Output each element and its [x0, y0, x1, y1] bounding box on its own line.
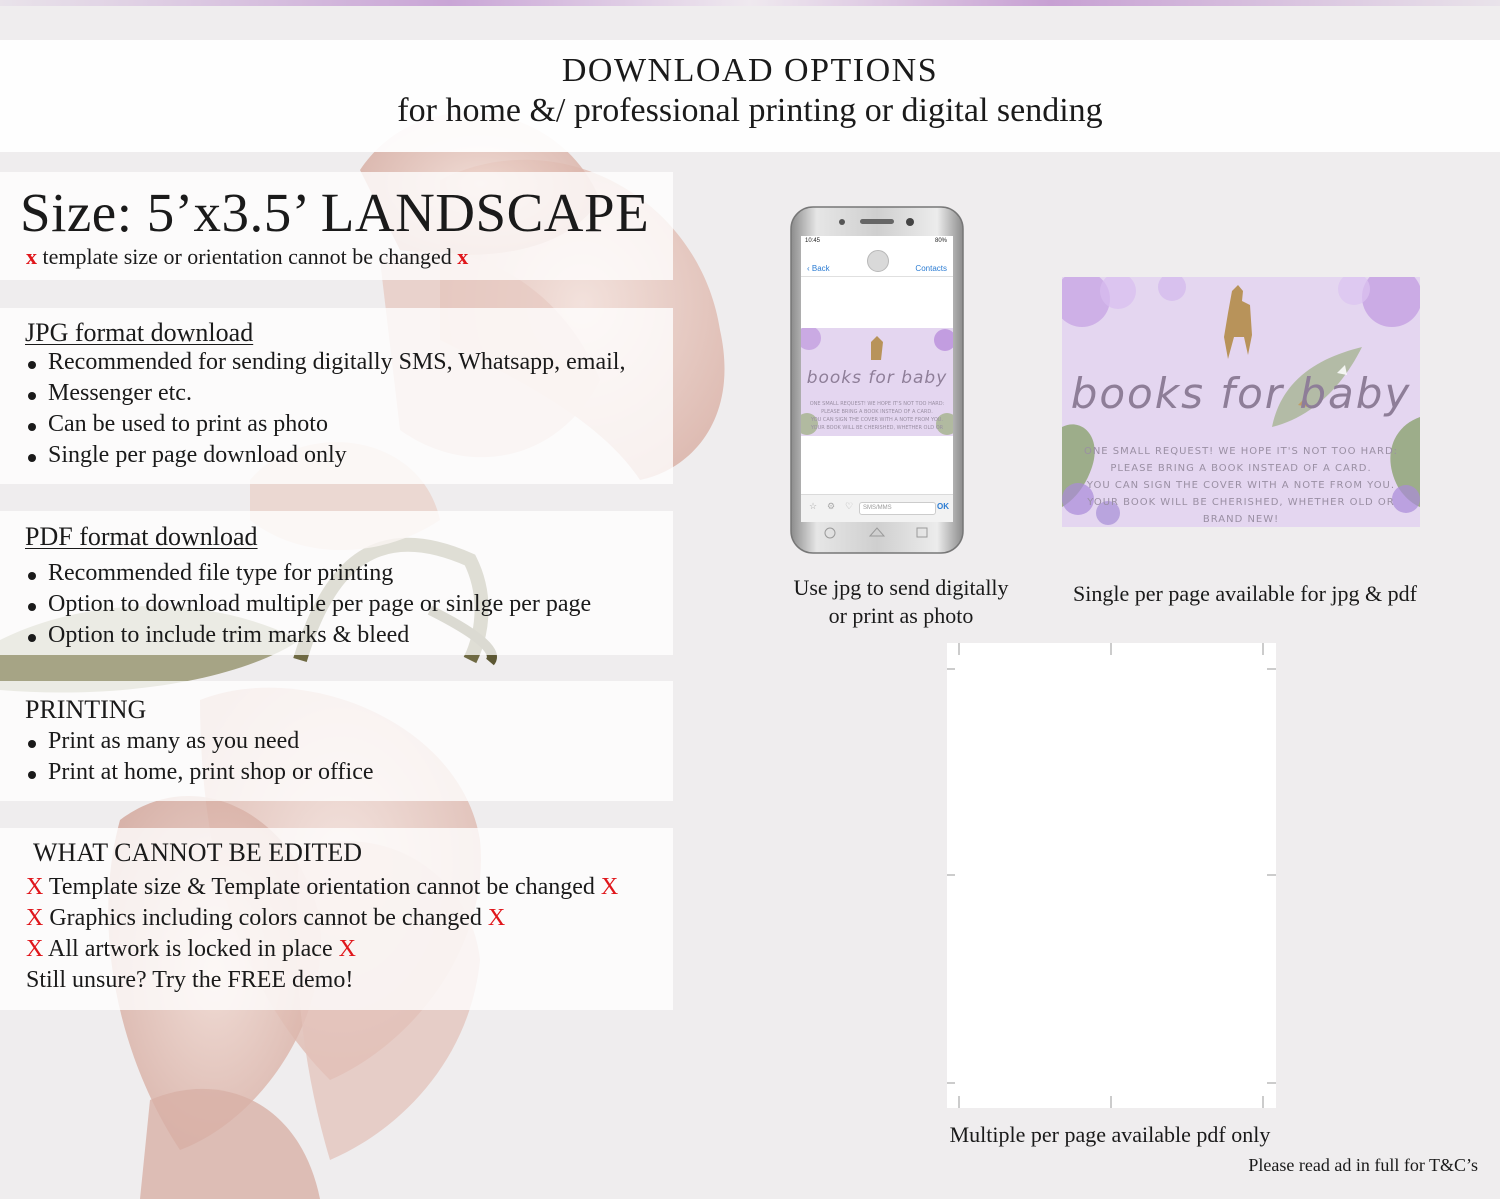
card-line: PLEASE BRING A BOOK INSTEAD OF A CARD.: [821, 409, 933, 415]
contacts-link[interactable]: Contacts: [915, 264, 947, 273]
card-line: YOU CAN SIGN THE COVER WITH A NOTE FROM YOU.: [1086, 480, 1396, 491]
pdf-title: PDF format download: [25, 522, 258, 551]
printing-panel: [0, 681, 673, 801]
x-mark: X: [26, 874, 44, 900]
card-line: ONE SMALL REQUEST! WE HOPE IT'S NOT TOO HARD:: [1083, 446, 1399, 457]
list-item: Single per page download only: [26, 440, 625, 471]
card-line: BRAND NEW!: [1202, 514, 1280, 525]
list-item-continuation: [26, 378, 625, 409]
jpg-title: JPG format download: [25, 318, 254, 347]
demo-line: Still unsure? Try the FREE demo!: [26, 967, 354, 993]
printing-title: PRINTING: [25, 695, 147, 724]
card-line: ONE SMALL REQUEST! WE HOPE IT'S NOT TOO HARD:: [809, 401, 945, 407]
list-item: Option to download multiple per page or sinlge per page: [26, 589, 591, 620]
size-note: [26, 244, 468, 270]
single-caption: Single per page available for jpg & pdf: [1073, 581, 1417, 606]
x-mark: x: [26, 244, 37, 269]
caption-line: Use jpg to send digitally: [793, 575, 1009, 600]
page-subtitle: for home &/ professional printing or digital sending: [397, 92, 1103, 129]
phone-mockup: [790, 206, 964, 554]
continuation-text: Messenger etc.: [48, 380, 192, 406]
cannot-edit-lines: [26, 872, 618, 996]
cannot-edit-line: [26, 934, 618, 965]
x-mark: X: [26, 936, 44, 962]
list-item: Option to include trim marks & bleed: [26, 620, 591, 651]
list-item: Can be used to print as photo: [26, 409, 625, 440]
card-body: [801, 400, 953, 432]
footnote: Please read ad in full for T&C’s: [1248, 1155, 1478, 1175]
single-invite-card: [1062, 277, 1420, 527]
message-input-bar: [801, 494, 953, 522]
trim-marks-icon: [947, 643, 1276, 1108]
cannot-edit-panel: [0, 828, 673, 1010]
x-mark: X: [26, 905, 44, 931]
pdf-panel: [0, 511, 673, 655]
multi-page-sheet: [947, 643, 1276, 1108]
avatar: [867, 250, 889, 272]
card-line: YOUR BOOK WILL BE CHERISHED, WHETHER OLD OR: [810, 425, 944, 431]
x-mark: X: [487, 905, 506, 931]
gear-icon: ⚙: [827, 501, 836, 511]
card-line: PLEASE BRING A BOOK INSTEAD OF A CARD.: [1110, 463, 1372, 474]
jpg-list: [26, 347, 625, 471]
size-title: Size: 5’x3.5’ LANDSCAPE: [20, 182, 650, 243]
heart-icon: ♡: [845, 501, 854, 511]
message-nav-bar: [801, 246, 953, 277]
card-body: [1062, 443, 1420, 527]
card-title: books for baby: [806, 368, 948, 388]
send-button[interactable]: OK: [937, 502, 949, 511]
pdf-list: [26, 558, 591, 651]
x-mark: x: [457, 244, 469, 269]
status-battery: 80%: [934, 238, 947, 244]
page-title: DOWNLOAD OPTIONS: [561, 52, 939, 89]
card-line: YOU CAN SIGN THE COVER WITH A NOTE FROM YOU.: [810, 417, 944, 423]
top-decorative-strip: [0, 0, 1500, 6]
x-mark: X: [600, 874, 619, 900]
status-time: 10:45: [805, 238, 821, 244]
back-link[interactable]: ‹ Back: [807, 264, 830, 273]
list-item: Print as many as you need: [26, 726, 374, 757]
sms-input[interactable]: SMS/MMS: [859, 502, 936, 515]
cannot-edit-line: [26, 872, 618, 903]
phone-screen: [801, 236, 953, 522]
card-line: YOUR BOOK WILL BE CHERISHED, WHETHER OLD OR: [1087, 497, 1395, 508]
cannot-edit-line: [26, 903, 618, 934]
size-panel: [0, 172, 673, 280]
cannot-edit-title: WHAT CANNOT BE EDITED: [33, 838, 363, 867]
line-text: Graphics including colors cannot be changed: [49, 905, 482, 931]
jpg-panel: [0, 308, 673, 484]
status-bar: [805, 238, 949, 244]
header-banner: [0, 40, 1500, 152]
printing-list: [26, 726, 374, 788]
list-item: Recommended for sending digitally SMS, Whatsapp, email,: [26, 347, 625, 378]
size-note-text: template size or orientation cannot be changed: [42, 244, 452, 269]
line-text: All artwork is locked in place: [48, 936, 333, 962]
line-text: Template size & Template orientation cannot be changed: [48, 874, 595, 900]
star-icon: ☆: [809, 501, 818, 511]
multi-caption: Multiple per page available pdf only: [949, 1122, 1271, 1147]
x-mark: X: [338, 936, 356, 962]
card-title: books for baby: [1070, 369, 1412, 418]
phone-caption: [770, 574, 1032, 630]
caption-line: or print as photo: [828, 603, 974, 628]
list-item: Print at home, print shop or office: [26, 757, 374, 788]
phone-invite-card: [801, 328, 953, 436]
list-item: Recommended file type for printing: [26, 558, 591, 589]
back-label: Back: [811, 264, 830, 273]
